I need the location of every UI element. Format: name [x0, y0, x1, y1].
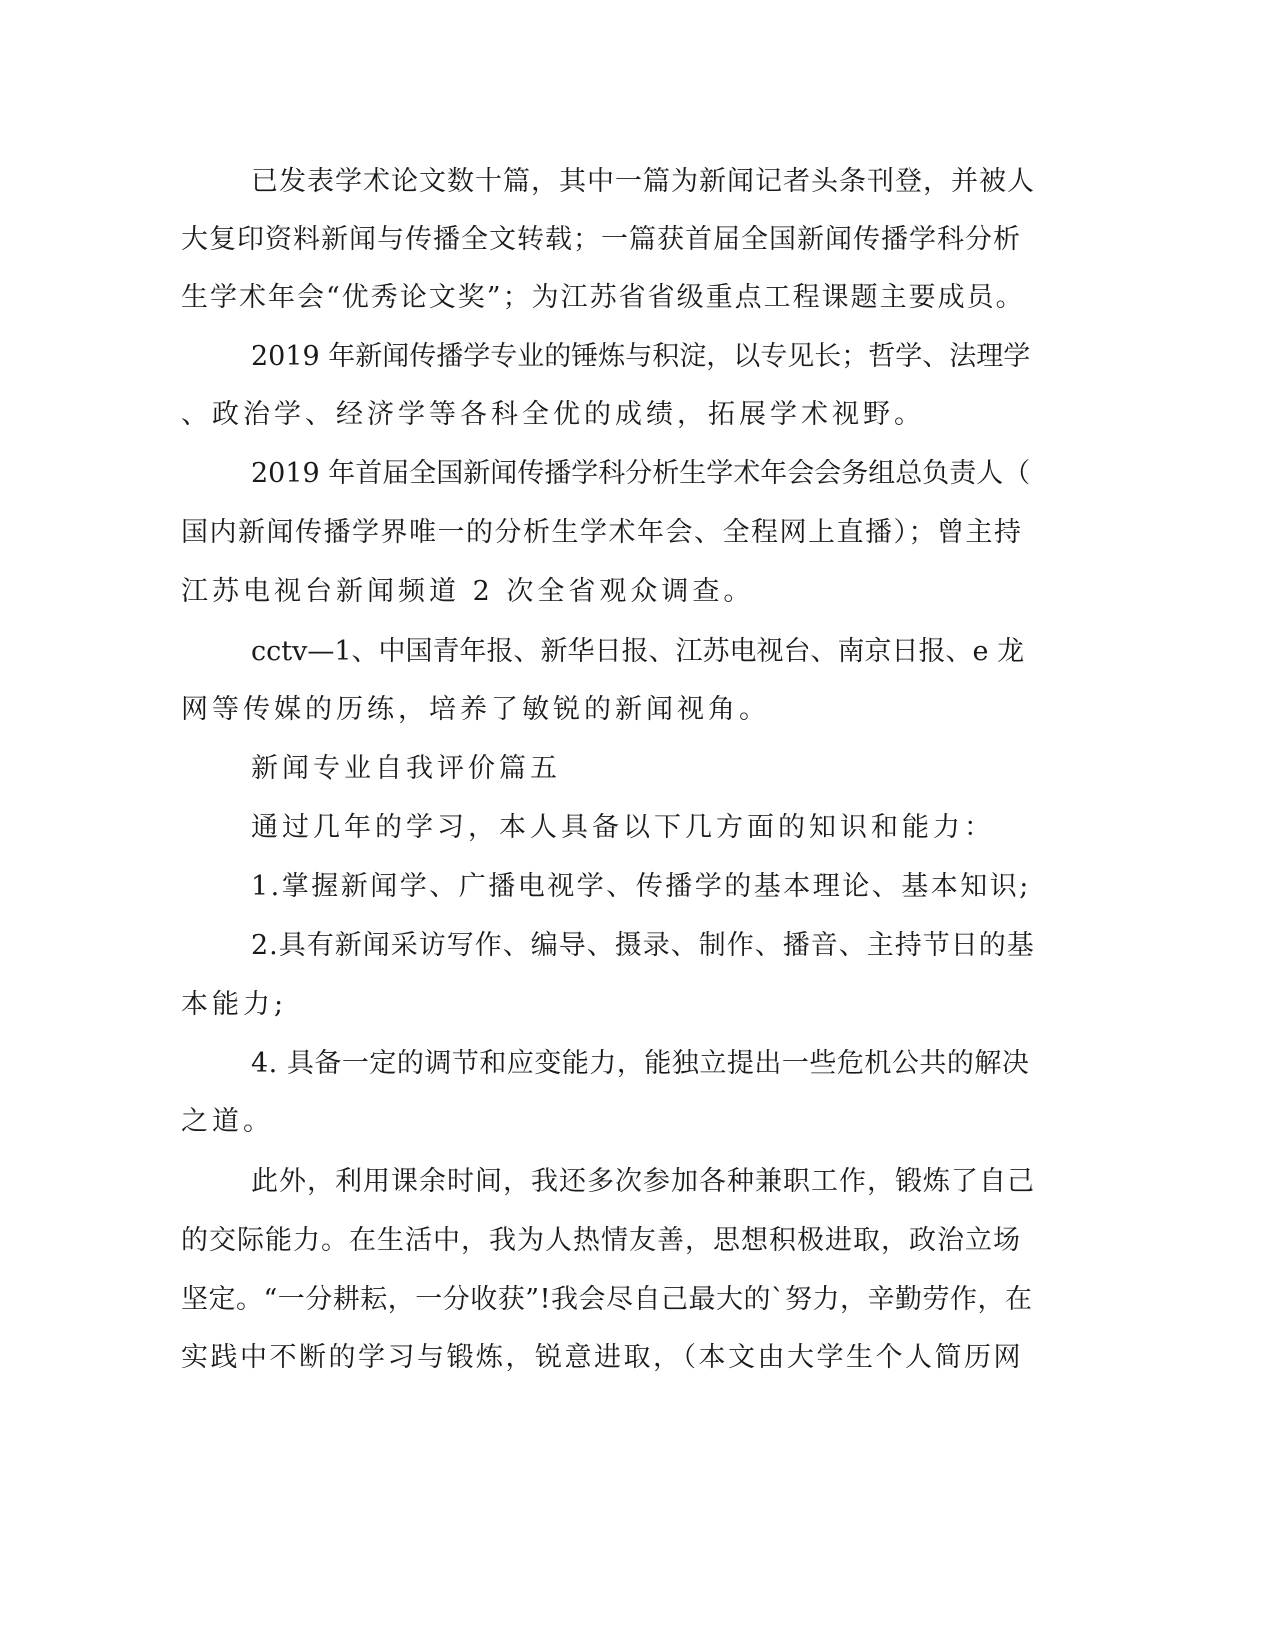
paragraph-line: 此外，利用课余时间，我还多次参加各种兼职工作，锻炼了自己	[251, 1166, 1035, 1197]
list-item: 2.具有新闻采访写作、编导、摄录、制作、播音、主持节日的基	[251, 930, 1035, 961]
paragraph-line: 2019 年首届全国新闻传播学科分析生学术年会会务组总负责人（	[251, 458, 1031, 489]
paragraph-line: 国内新闻传播学界唯一的分析生学术年会、全程网上直播）；曾主持	[181, 517, 1023, 548]
list-item: 1.掌握新闻学、广播电视学、传播学的基本理论、基本知识;	[251, 871, 1031, 902]
paragraph-line: 已发表学术论文数十篇，其中一篇为新闻记者头条刊登，并被人	[251, 166, 1035, 197]
list-item-continuation: 之道。	[181, 1106, 274, 1137]
section-heading: 新闻专业自我评价篇五	[251, 753, 561, 784]
paragraph-line: 大复印资料新闻与传播全文转载；一篇获首届全国新闻传播学科分析	[181, 224, 1021, 255]
list-item: 4. 具备一定的调节和应变能力，能独立提出一些危机公共的解决	[251, 1048, 1030, 1079]
paragraph-line: 生学术年会“优秀论文奖”；为江苏省省级重点工程课题主要成员。	[181, 282, 1025, 313]
list-item-continuation: 本能力;	[181, 989, 288, 1020]
paragraph-line: 的交际能力。在生活中，我为人热情友善，思想积极进取，政治立场	[181, 1225, 1021, 1256]
paragraph-line: 通过几年的学习，本人具备以下几方面的知识和能力：	[251, 812, 995, 843]
paragraph-line: cctv—1、中国青年报、新华日报、江苏电视台、南京日报、e 龙	[251, 636, 1025, 667]
paragraph-line: 江苏电视台新闻频道 2 次全省观众调查。	[181, 576, 755, 607]
paragraph-line: 坚定。“一分耕耘，一分收获”!我会尽自己最大的`努力，辛勤劳作，在	[181, 1284, 1033, 1315]
paragraph-line: 、政治学、经济学等各科全优的成绩，拓展学术视野。	[181, 399, 925, 430]
paragraph-line: 网等传媒的历练，培养了敏锐的新闻视角。	[181, 694, 770, 725]
paragraph-line: 实践中不断的学习与锻炼，锐意进取，（本文由大学生个人简历网	[181, 1342, 1023, 1373]
paragraph-line: 2019 年新闻传播学专业的锤炼与积淀，以专见长；哲学、法理学	[251, 341, 1031, 372]
